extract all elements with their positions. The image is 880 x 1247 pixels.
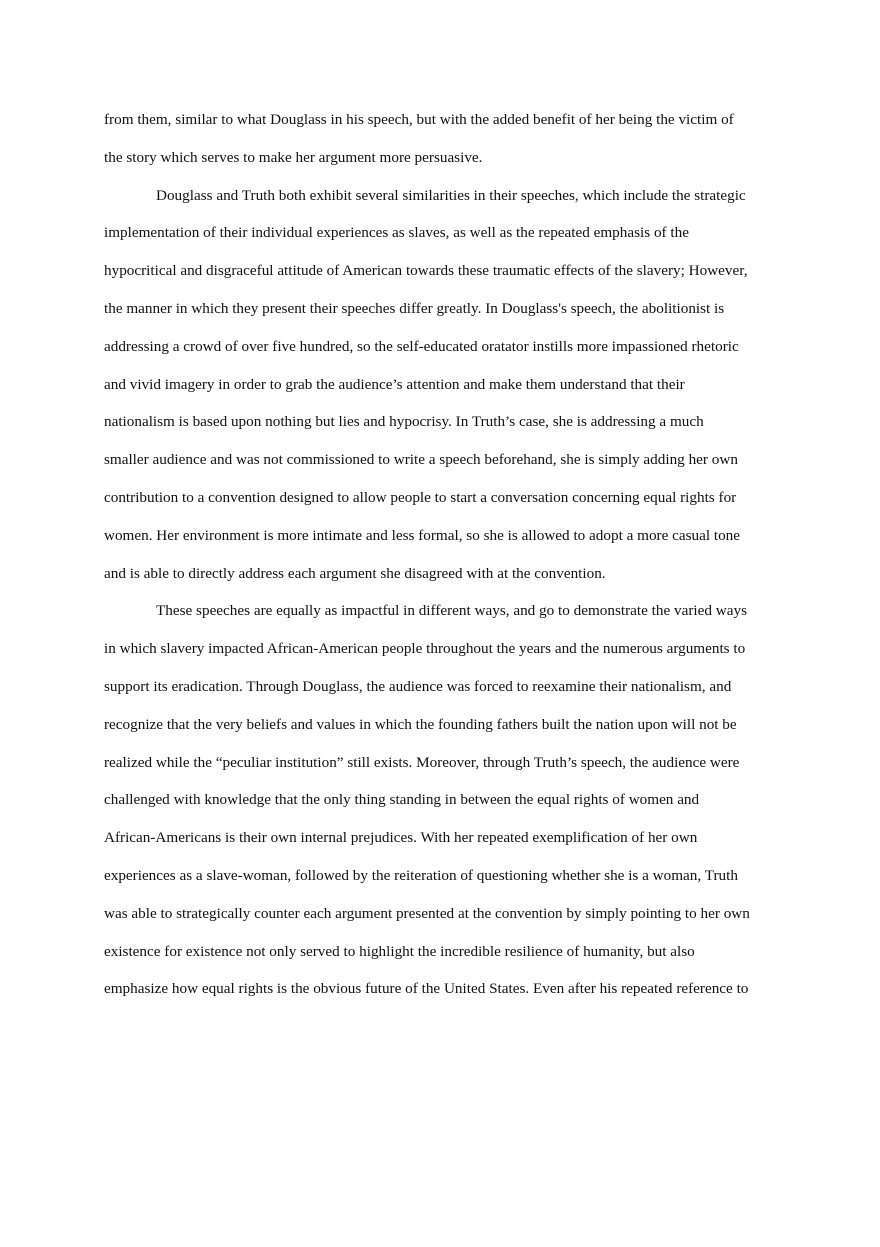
text-line: African-Americans is their own internal prejudices. With her repeated exemplification of her own [104, 829, 698, 847]
text-line: in which slavery impacted African-American people throughout the years and the numerous arguments to [104, 640, 746, 658]
text-line: contribution to a convention designed to allow people to start a conversation concerning equal rights for [104, 488, 737, 506]
text-line: and is able to directly address each argument she disagreed with at the convention. [104, 564, 606, 582]
text-line: addressing a crowd of over five hundred, so the self-educated oratator instills more impassioned rhetoric [104, 337, 739, 355]
text-line: the story which serves to make her argument more persuasive. [104, 148, 483, 166]
text-line: recognize that the very beliefs and values in which the founding fathers built the nation upon will not be [104, 715, 737, 733]
text-line: implementation of their individual experiences as slaves, as well as the repeated emphasis of the [104, 224, 689, 242]
text-line: support its eradication. Through Douglass, the audience was forced to reexamine their nationalism, and [104, 677, 732, 695]
text-line: realized while the “peculiar institution” still exists. Moreover, through Truth’s speech, the audience were [104, 753, 740, 771]
text-line: existence for existence not only served to highlight the incredible resilience of humanity, but also [104, 942, 695, 960]
text-line: was able to strategically counter each argument presented at the convention by simply pointing to her own [104, 904, 750, 922]
text-line: experiences as a slave-woman, followed by the reiteration of questioning whether she is a woman, Truth [104, 866, 738, 884]
body-text [104, 101, 778, 1008]
text-line: emphasize how equal rights is the obvious future of the United States. Even after his repeated reference to [104, 980, 749, 998]
paragraph-first-line: These speeches are equally as impactful in different ways, and go to demonstrate the varied ways [156, 602, 747, 620]
text-line: women. Her environment is more intimate and less formal, so she is allowed to adopt a more casual tone [104, 526, 741, 544]
text-line: and vivid imagery in order to grab the audience’s attention and make them understand that their [104, 375, 685, 393]
paragraph-first-line: Douglass and Truth both exhibit several similarities in their speeches, which include the strategic [156, 186, 746, 204]
text-line: from them, similar to what Douglass in his speech, but with the added benefit of her being the victim of [104, 111, 734, 128]
text-line: challenged with knowledge that the only thing standing in between the equal rights of women and [104, 791, 700, 809]
text-line: the manner in which they present their speeches differ greatly. In Douglass's speech, the abolitionist is [104, 299, 725, 317]
text-line: hypocritical and disgraceful attitude of American towards these traumatic effects of the slavery; However, [104, 262, 748, 280]
text-line: smaller audience and was not commissioned to write a speech beforehand, she is simply adding her own [104, 451, 738, 469]
text-line: nationalism is based upon nothing but lies and hypocrisy. In Truth’s case, she is addressing a much [104, 413, 704, 431]
